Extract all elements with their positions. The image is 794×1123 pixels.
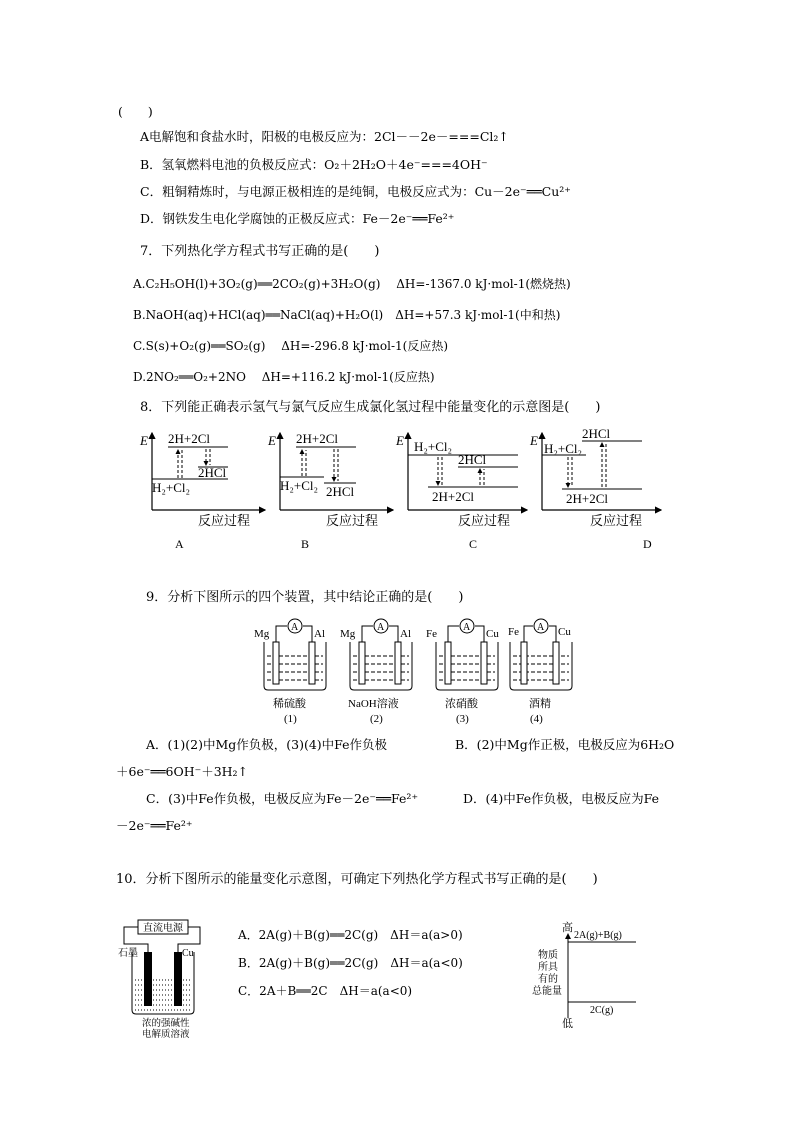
q7-option-a: A.C₂H₅OH(l)+3O₂(g)══2CO₂(g)+3H₂O(g) ΔH=-1367.0 kJ·mol-1(燃烧热) <box>133 277 571 291</box>
q9-option-a: A．(1)(2)中Mg作负极，(3)(4)中Fe作负极 <box>146 737 388 752</box>
graphite-label: 石墨 <box>118 948 138 959</box>
q9-option-b: B．(2)中Mg作正极，电极反应为6H₂O <box>455 737 675 752</box>
electrode-right-label: Al <box>400 628 411 640</box>
device-number: (3) <box>456 713 469 725</box>
q10-electrolysis-figure <box>112 918 212 1040</box>
level-2h2cl: 2H+2Cl <box>566 491 609 506</box>
q8-diagram-c <box>395 433 527 528</box>
q8-diagram-d <box>529 426 661 528</box>
q8-letter-d: D <box>643 537 652 551</box>
solution-label: 稀硫酸 <box>273 698 306 710</box>
q10-stem: 10．分析下图所示的能量变化示意图，可确定下列热化学方程式书写正确的是( ) <box>116 872 598 887</box>
level-bottom-label: 2C(g) <box>590 1005 614 1016</box>
q8-letter-b: B <box>301 537 310 551</box>
axis-e-label: E <box>140 433 148 448</box>
q9-option-d: D．(4)中Fe作负极，电极反应为Fe <box>463 791 660 806</box>
level-2h2cl: 2H+2Cl <box>296 431 339 446</box>
energy-high-label: 高 <box>562 922 573 934</box>
q10-option-c: C．2A＋B══2C ΔH＝a(a<0) <box>238 984 413 998</box>
level-2hcl: 2HCl <box>326 484 355 499</box>
device-3 <box>426 619 499 725</box>
device-number: (2) <box>370 713 383 725</box>
level-h2cl2: H₂+Cl₂ <box>544 441 583 456</box>
ammeter-label: A <box>291 622 299 633</box>
answer-paren: ( ) <box>118 104 153 119</box>
q7-option-d: D.2NO₂══O₂+2NO ΔH=+116.2 kJ·mol-1(反应热) <box>133 370 435 384</box>
power-label: 直流电源 <box>143 923 183 934</box>
solution-label: 酒精 <box>529 698 551 710</box>
axis-e-label: E <box>396 433 404 448</box>
level-h2cl2: H₂+Cl₂ <box>280 478 319 493</box>
electrode-left-label: Mg <box>340 628 356 640</box>
axis-e-label: E <box>268 433 276 448</box>
q10-option-b: B．2A(g)＋B(g)══2C(g) ΔH＝a(a<0) <box>238 956 463 970</box>
ammeter-label: A <box>377 622 385 633</box>
solution-label: NaOH溶液 <box>348 698 399 710</box>
q8-letter-c: C <box>469 537 478 551</box>
q8-letter-a: A <box>175 537 184 551</box>
energy-axis-line3: 有的 <box>538 974 558 985</box>
q9-stem: 9．分析下图所示的四个装置，其中结论正确的是( ) <box>146 590 464 605</box>
level-2h2cl: 2H+2Cl <box>432 489 475 504</box>
level-top-label: 2A(g)+B(g) <box>574 930 622 941</box>
energy-axis-line4: 总能量 <box>532 986 562 997</box>
x-axis-label: 反应过程 <box>326 513 379 528</box>
q7-option-b: B.NaOH(aq)+HCl(aq)══NaCl(aq)+H₂O(l) ΔH=+57.3 kJ·mol-1(中和热) <box>133 308 561 322</box>
energy-axis-line1: 物质 <box>538 950 558 961</box>
q6-option-d: D．钢铁发生电化学腐蚀的正极反应式：Fe－2e⁻══Fe²⁺ <box>140 211 455 226</box>
device-4 <box>508 619 572 725</box>
level-h2cl2: H₂+Cl₂ <box>152 480 191 495</box>
q9-devices-figure <box>250 612 580 730</box>
electrode-left-label: Fe <box>426 628 437 640</box>
ammeter-label: A <box>463 622 471 633</box>
level-2h2cl: 2H+2Cl <box>168 431 211 446</box>
x-axis-label: 反应过程 <box>458 513 511 528</box>
level-2hcl: 2HCl <box>458 452 487 467</box>
q8-energy-diagrams <box>130 425 670 555</box>
device-1 <box>254 619 326 725</box>
q8-stem: 8．下列能正确表示氢气与氯气反应生成氯化氢过程中能量变化的示意图是( ) <box>140 400 601 415</box>
level-2hcl: 2HCl <box>582 426 611 441</box>
level-h2cl2: H₂+Cl₂ <box>414 439 453 454</box>
electrolyte-label-1: 浓的强碱性 <box>142 1019 190 1029</box>
q6-option-b: B．氢氧燃料电池的负极反应式：O₂＋2H₂O＋4e⁻===4OH⁻ <box>140 157 488 172</box>
q6-option-a: A电解饱和食盐水时，阳极的电极反应为：2Cl－－2e－===Cl₂↑ <box>140 129 509 144</box>
q6-option-c: C．粗铜精炼时，与电源正极相连的是纯铜，电极反应式为：Cu－2e⁻══Cu²⁺ <box>140 184 571 199</box>
q10-energy-figure <box>528 918 650 1028</box>
electrode-right-label: Cu <box>558 626 571 638</box>
x-axis-label: 反应过程 <box>198 513 251 528</box>
energy-axis-line2: 所具 <box>538 962 558 973</box>
device-2 <box>340 619 412 725</box>
energy-low-label: 低 <box>562 1018 573 1028</box>
q9-option-d-cont: －2e⁻══Fe²⁺ <box>116 818 193 833</box>
copper-label: Cu <box>182 948 194 959</box>
q7-stem: 7．下列热化学方程式书写正确的是( ) <box>140 244 380 259</box>
electrode-right-label: Cu <box>486 628 499 640</box>
axis-e-label: E <box>530 433 538 448</box>
electrode-left-label: Mg <box>254 628 270 640</box>
device-number: (4) <box>530 713 543 725</box>
electrode-left-label: Fe <box>508 626 519 638</box>
q10-option-a: A．2A(g)＋B(g)══2C(g) ΔH＝a(a>0) <box>238 928 463 942</box>
ammeter-label: A <box>537 622 545 633</box>
q8-diagram-a <box>139 431 265 528</box>
q8-diagram-b <box>267 431 393 528</box>
solution-label: 浓硝酸 <box>445 698 478 710</box>
solution-dots <box>135 980 191 1010</box>
q7-option-c: C.S(s)+O₂(g)══SO₂(g) ΔH=-296.8 kJ·mol-1(反应热) <box>133 339 449 353</box>
x-axis-label: 反应过程 <box>590 513 643 528</box>
q9-option-c: C．(3)中Fe作负极，电极反应为Fe－2e⁻══Fe²⁺ <box>146 791 419 806</box>
q9-option-b-cont: ＋6e⁻══6OH⁻＋3H₂↑ <box>116 764 249 779</box>
electrolyte-label-2: 电解质溶液 <box>142 1030 190 1040</box>
level-2hcl: 2HCl <box>198 465 227 480</box>
device-number: (1) <box>284 713 297 725</box>
electrode-right-label: Al <box>314 628 325 640</box>
